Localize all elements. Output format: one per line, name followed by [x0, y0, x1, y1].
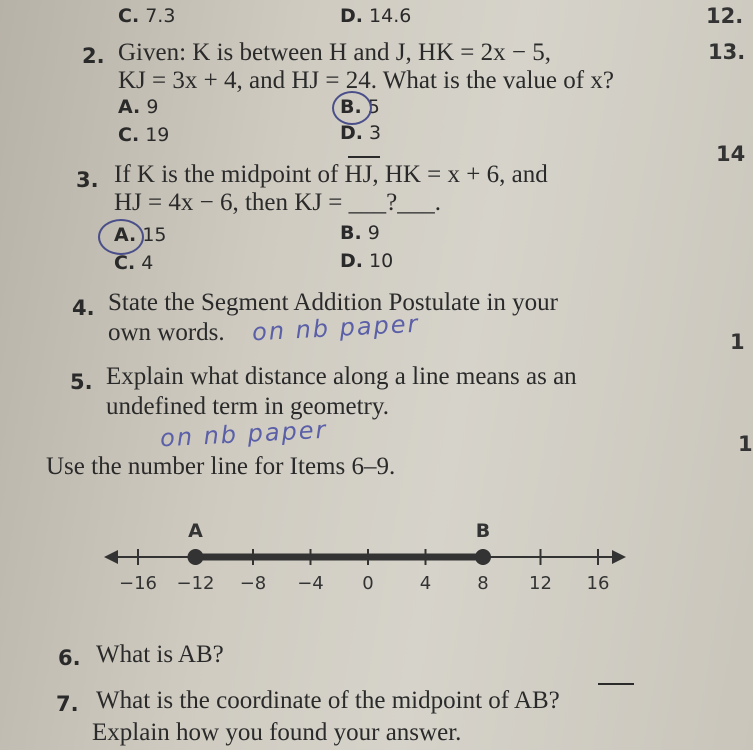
q2-choice-c: C. 19	[118, 124, 170, 146]
q3-number: 3.	[76, 168, 99, 192]
q3-choice-b: B. 9	[340, 222, 380, 244]
q2-number: 2.	[82, 44, 105, 68]
tick-label: 4	[419, 573, 432, 594]
tick-label: −12	[176, 573, 215, 594]
side-number-12: 12.	[706, 4, 744, 28]
q5-handwritten-answer: on nb paper	[159, 415, 329, 453]
q2-answer-circle	[332, 91, 372, 125]
q1-choice-c: C. 7.3	[118, 5, 176, 27]
tick-label: 8	[477, 573, 489, 594]
q2-line1: Given: K is between H and J, HK = 2x − 5,	[118, 39, 551, 66]
side-number-partial-b: 1	[738, 432, 753, 456]
q5-number: 5.	[70, 370, 93, 394]
number-line-intro: Use the number line for Items 6–9.	[46, 453, 396, 480]
q4-handwritten-answer: on nb paper	[251, 309, 421, 347]
q7-segment-overline	[598, 683, 634, 685]
point-a-label: A	[188, 520, 203, 542]
point-b-label: B	[475, 520, 491, 542]
number-line	[100, 515, 640, 600]
q1-choice-d: D. 14.6	[340, 5, 412, 27]
tick-label: −16	[119, 573, 157, 594]
q3-segment-overline	[348, 156, 380, 158]
q5-line2: undefined term in geometry.	[106, 393, 390, 420]
side-number-14: 14	[716, 142, 746, 166]
point-a	[188, 549, 204, 565]
tick-label: −8	[239, 573, 267, 594]
q5-line1: Explain what distance along a line means as an	[106, 363, 577, 390]
q3-line2: HJ = 4x − 6, then KJ = ___?___.	[114, 189, 442, 216]
q3-answer-circle	[98, 219, 144, 255]
q7-line1: What is the coordinate of the midpoint of AB?	[96, 687, 560, 714]
tick-label: 16	[586, 573, 610, 594]
q3-choice-c: C. 4	[114, 252, 154, 274]
side-number-13: 13.	[708, 40, 746, 64]
side-number-partial-a: 1	[730, 330, 745, 354]
q3-line1: If K is the midpoint of HJ, HK = x + 6, and	[114, 161, 548, 188]
point-b	[475, 549, 491, 565]
tick-label: 0	[362, 573, 374, 594]
q3-choice-d: D. 10	[340, 250, 394, 272]
q2-choice-d: D. 3	[340, 122, 382, 144]
q4-line1: State the Segment Addition Postulate in your	[108, 289, 558, 316]
q7-number: 7.	[56, 692, 79, 716]
q6-text: What is AB?	[96, 641, 224, 668]
tick-label: −4	[297, 573, 324, 594]
q2-line2: KJ = 3x + 4, and HJ = 24. What is the value of x?	[118, 67, 614, 94]
right-arrow-icon	[612, 550, 626, 564]
q3-choice-a: A. 15	[114, 224, 167, 246]
left-arrow-icon	[104, 550, 118, 564]
q4-number: 4.	[72, 296, 95, 320]
q6-number: 6.	[58, 646, 81, 670]
q2-choice-b: B. 5	[340, 96, 380, 118]
q2-choice-a: A. 9	[118, 96, 159, 118]
q4-line2: own words.	[108, 319, 225, 346]
q7-line2: Explain how you found your answer.	[92, 719, 462, 746]
tick-label: 12	[529, 573, 552, 594]
